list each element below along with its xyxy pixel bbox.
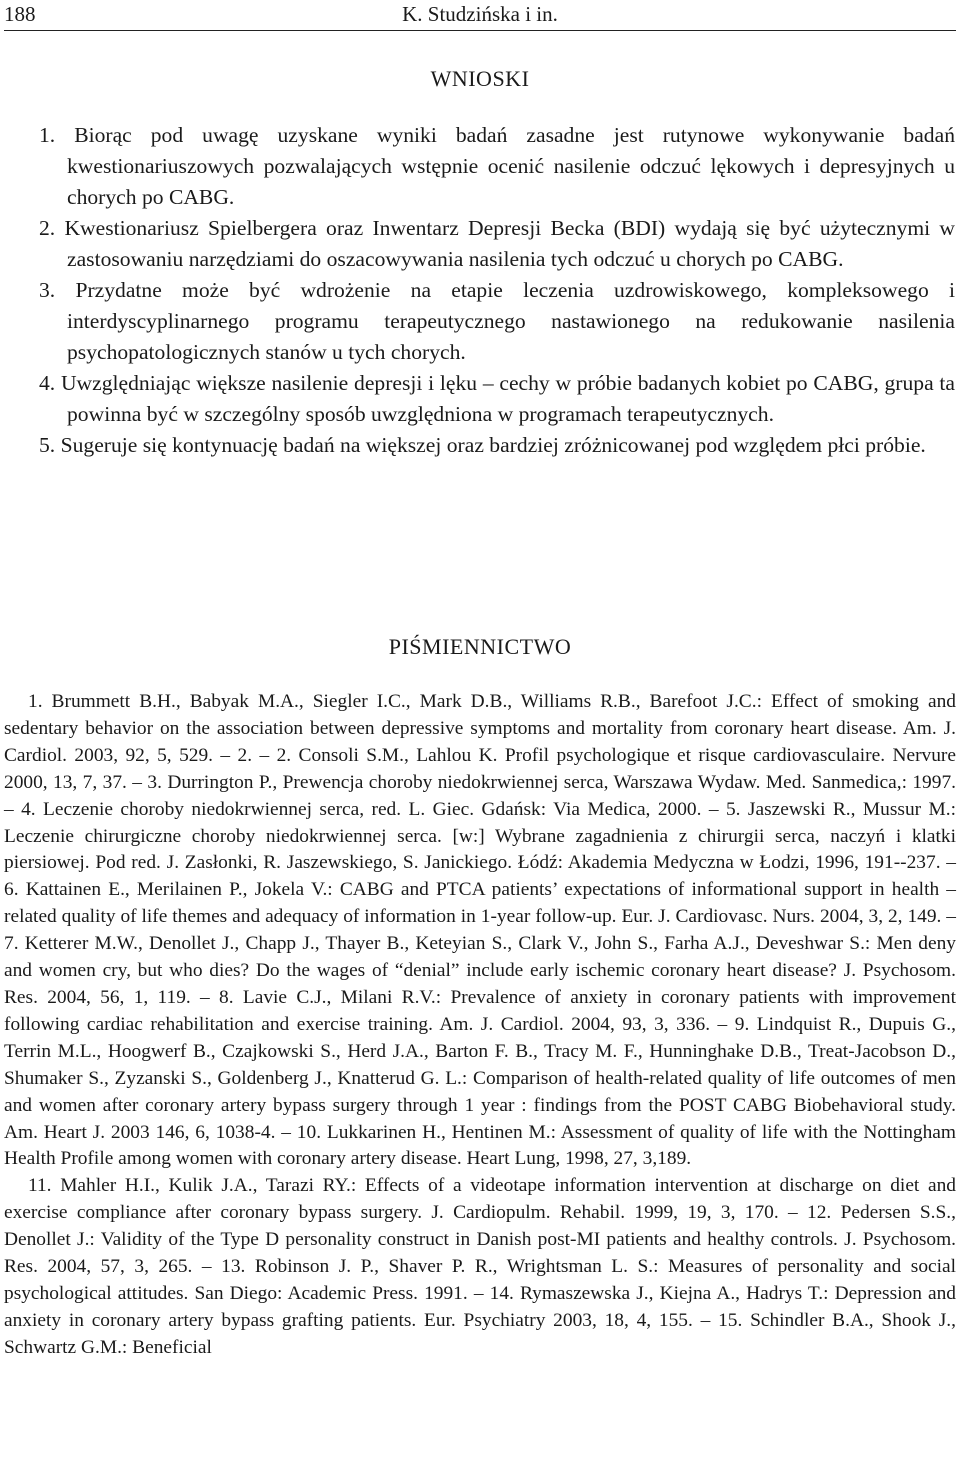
conclusion-item-4: 4. Uwzględniając większe nasilenie depresji i lęku – cechy w próbie badanych kobiet po CABG, grupa ta powinna być w szczególny sposób uwzględniona w programach terapeutycznych. (39, 371, 955, 426)
references-paragraph-2: 11. Mahler H.I., Kulik J.A., Tarazi RY.: Effects of a videotape information intervention at discharge on diet and exercise compliance after coronary bypass surgery. J. Cardiopulm. Rehabil. 1999, 19, 3, 170. – 12. Pedersen S.S., Denollet J.: Validity of the Type D personality construct in Danish post-MI patients and healthy controls. J. Psychosom. Res. 2004, 57, 3, 265. – 13. Robinson J. P., Shaver P. R., Wrightsman L. S.: Measures of personality and social psychological attitudes. San Diego: Academic Press. 1991. – 14. Rymaszewska J., Kiejna A., Hadrys T.: Depression and anxiety in coronary artery bypass grafting patients. Eur. Psychiatry 2003, 18, 4, 155. – 15. Schindler B.A., Shook J., Schwartz G.M.: Beneficial (4, 1175, 956, 1358)
conclusion-item-2: 2. Kwestionariusz Spielbergera oraz Inwentarz Depresji Becka (BDI) wydają się być użytecznymi w zastosowaniu narzędziami do oszacowywania nasilenia tych odczuć u chorych po CABG. (39, 216, 955, 271)
conclusion-item-3: 3. Przydatne może być wdrożenie na etapie leczenia uzdrowiskowego, kompleksowego i interdyscyplinarnego programu terapeutycznego nastawionego na redukowanie nasilenia psychopatologicznych stanów u tych chorych. (39, 278, 955, 364)
references-list (4, 689, 956, 1362)
conclusion-item-5: 5. Sugeruje się kontynuację badań na większej oraz bardziej zróżnicowanej pod względem płci próbie. (39, 433, 926, 457)
references-paragraph-1: 1. Brummett B.H., Babyak M.A., Siegler I.C., Mark D.B., Williams R.B., Barefoot J.C.: Effect of smoking and sedentary behavior on the association between depressive symptoms and mortality from coronary heart disease. Am. J. Cardiol. 2003, 92, 5, 529. – 2. – 2. Consoli S.M., Lahlou K. Profil psychologique et risque cardiovasculaire. Nervure 2000, 13, 7, 37. – 3. Durrington P., Prewencja choroby niedokrwiennej serca, Warszawa Wydaw. Med. Sanmedica,: 1997. – 4. Leczenie choroby niedokrwiennej serca, red. L. Giec. Gdańsk: Via Medica, 2000. – 5. Jaszewski R., Mussur M.: Leczenie chirurgiczne choroby niedokrwiennej serca. [w:] Wybrane zagadnienia z chirurgii serca, naczyń i klatki piersiowej. Pod red. J. Zasłonki, R. Jaszewskiego, S. Janickiego. Łódź: Akademia Medyczna w Łodzi, 1996, 191--237. – 6. Kattainen E., Merilainen P., Jokela V.: CABG and PTCA patients’ expectations of informational support in health – related quality of life themes and adequacy of information in 1-year follow-up. Eur. J. Cardiovasc. Nurs. 2004, 3, 2, 149. – 7. Ketterer M.W., Denollet J., Chapp J., Thayer B., Keteyian S., Clark V., John S., Farha A.J., Deveshwar S.: Men deny and women cry, but who dies? Do the wages of “denial” include early ischemic coronary heart disease? J. Psychosom. Res. 2004, 56, 1, 119. – 8. Lavie C.J., Milani R.V.: Prevalence of anxiety in coronary patients with improvement following cardiac rehabilitation and exercise training. Am. J. Cardiol. 2004, 93, 3, 336. – 9. Lindquist R., Dupuis G., Terrin M.L., Hoogwerf B., Czajkowski S., Herd J.A., Barton F. B., Tracy M. F., Hunninghake D.B., Treat-Jacobson D., Shumaker S., Zyzanski S., Goldenberg J., Knatterud G. L.: Comparison of health-related quality of life outcomes of men and women after coronary artery bypass surgery through 1 year : findings from the POST CABG Biobehavioral study. Am. Heart J. 2003 146, 6, 1038-4. – 10. Lukkarinen H., Hentinen M.: Assessment of quality of life with the Nottingham Health Profile among women with coronary artery disease. Heart Lung, 1998, 27, 3,189. (4, 691, 956, 1170)
conclusion-item-1: 1. Biorąc pod uwagę uzyskane wyniki badań zasadne jest rutynowe wykonywanie badań kwestionariuszowych pozwalających wstępnie ocenić nasilenie odczuć lękowych i depresyjnych u chorych po CABG. (39, 123, 955, 209)
conclusions-heading: WNIOSKI (430, 66, 530, 91)
references-heading: PIŚMIENNICTWO (388, 634, 572, 659)
page-header (4, 0, 956, 31)
page-number: 188 (4, 2, 36, 26)
conclusions-list (39, 120, 955, 461)
running-head: K. Studzińska i in. (402, 2, 558, 26)
